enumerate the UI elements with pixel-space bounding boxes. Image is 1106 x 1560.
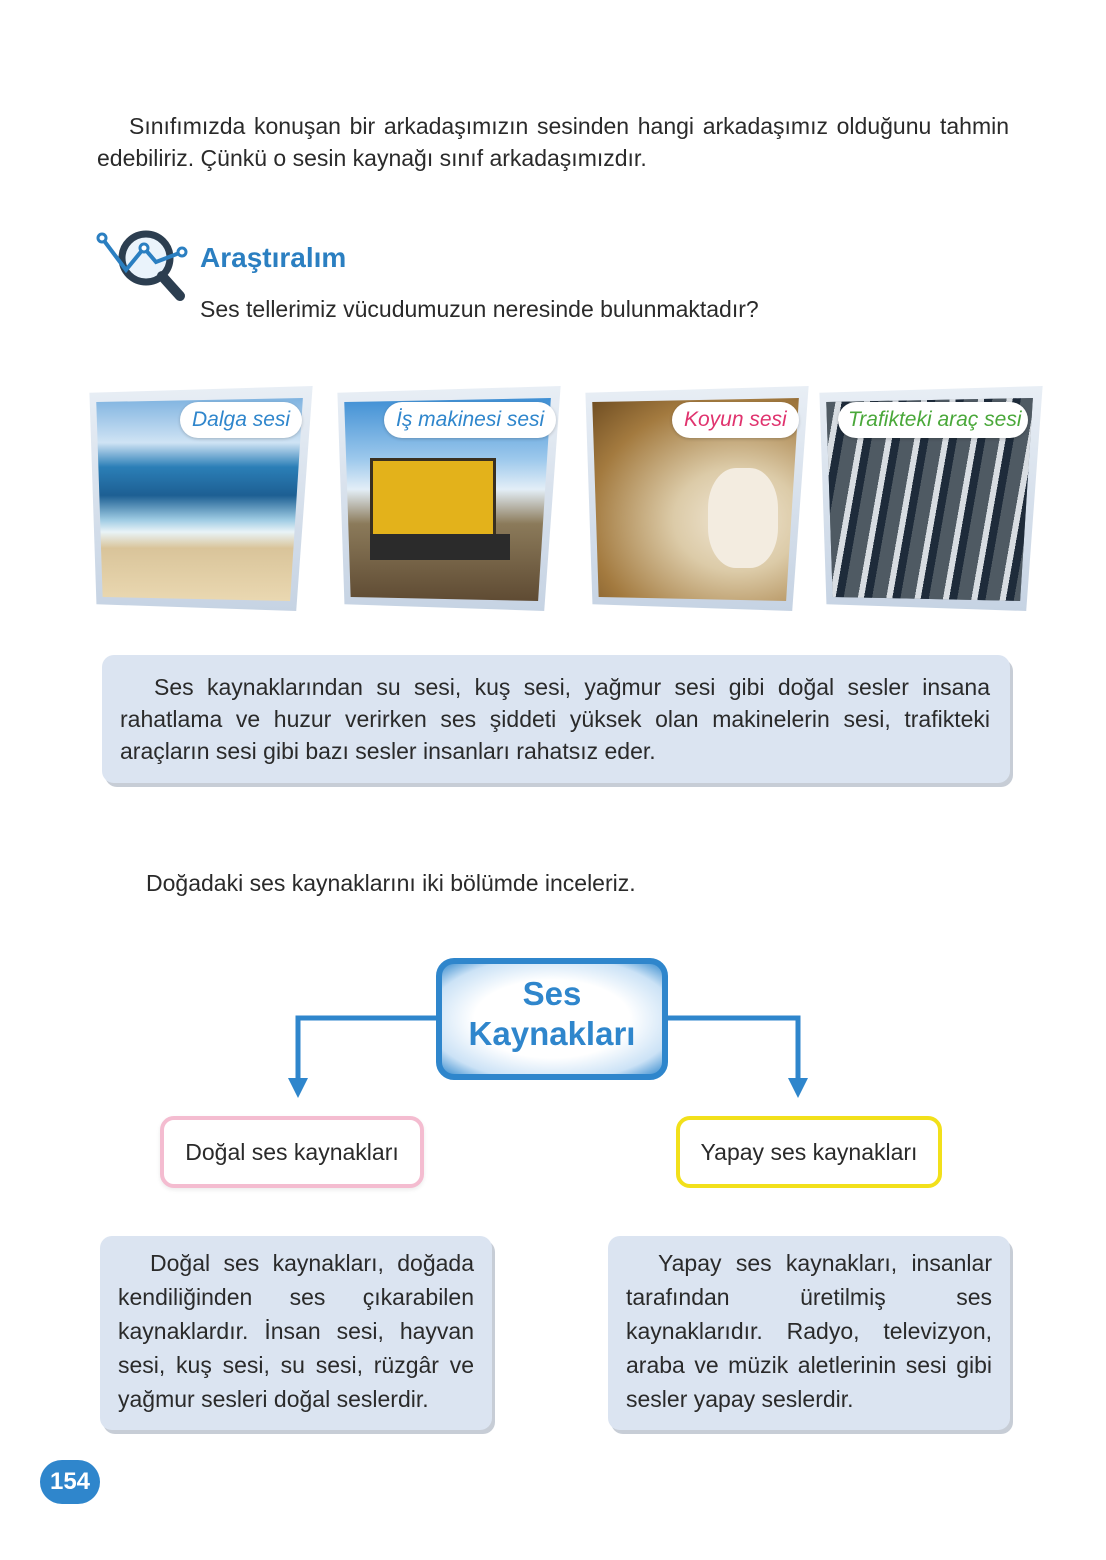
image-label: Dalga sesi: [180, 402, 302, 438]
node-artificial-sources: Yapay ses kaynakları: [676, 1116, 942, 1188]
image-label: Koyun sesi: [672, 402, 799, 438]
image-label: Trafikteki araç sesi: [838, 402, 1028, 438]
info-box-natural: [100, 1236, 492, 1430]
natural-description: Doğal ses kaynakları, doğada kendiliğinden ses çıkarabilen kaynaklardır. İnsan sesi, hayvan sesi, kuş sesi, su sesi, rüzgâr ve yağmur sesleri doğal seslerdir.: [118, 1250, 474, 1412]
sources-intro: Doğadaki ses kaynaklarını iki bölümde inceleriz.: [146, 870, 636, 896]
research-question: Ses tellerimiz vücudumuzun neresinde bulunmaktadır?: [200, 296, 759, 322]
info-box-artificial: [608, 1236, 1010, 1430]
research-title: Araştıralım: [200, 242, 347, 273]
intro-text: Sınıfımızda konuşan bir arkadaşımızın sesinden hangi arkadaşımız olduğunu tahmin edebiliriz. Çünkü o sesin kaynağı sınıf arkadaşımızdır.: [97, 113, 1009, 171]
arrow-down-icon: [788, 1078, 808, 1098]
info-text: Ses kaynaklarından su sesi, kuş sesi, yağmur sesi gibi doğal sesler insana rahatlama ve huzur verirken ses şiddeti yüksek olan makinelerin sesi, trafikteki araçların sesi gibi bazı sesler insanları rahatsız eder.: [120, 674, 990, 764]
node-natural-sources: Doğal ses kaynakları: [160, 1116, 424, 1188]
artificial-description: Yapay ses kaynakları, insanlar tarafından üretilmiş ses kaynaklarıdır. Radyo, televizyon, araba ve müzik aletlerinin sesi gibi sesler yapay seslerdir.: [626, 1250, 992, 1412]
image-label: İş makinesi sesi: [384, 402, 556, 438]
arrow-down-icon: [288, 1078, 308, 1098]
root-node-sound-sources: Ses Kaynakları: [436, 958, 668, 1080]
page-number: 154: [40, 1460, 100, 1504]
